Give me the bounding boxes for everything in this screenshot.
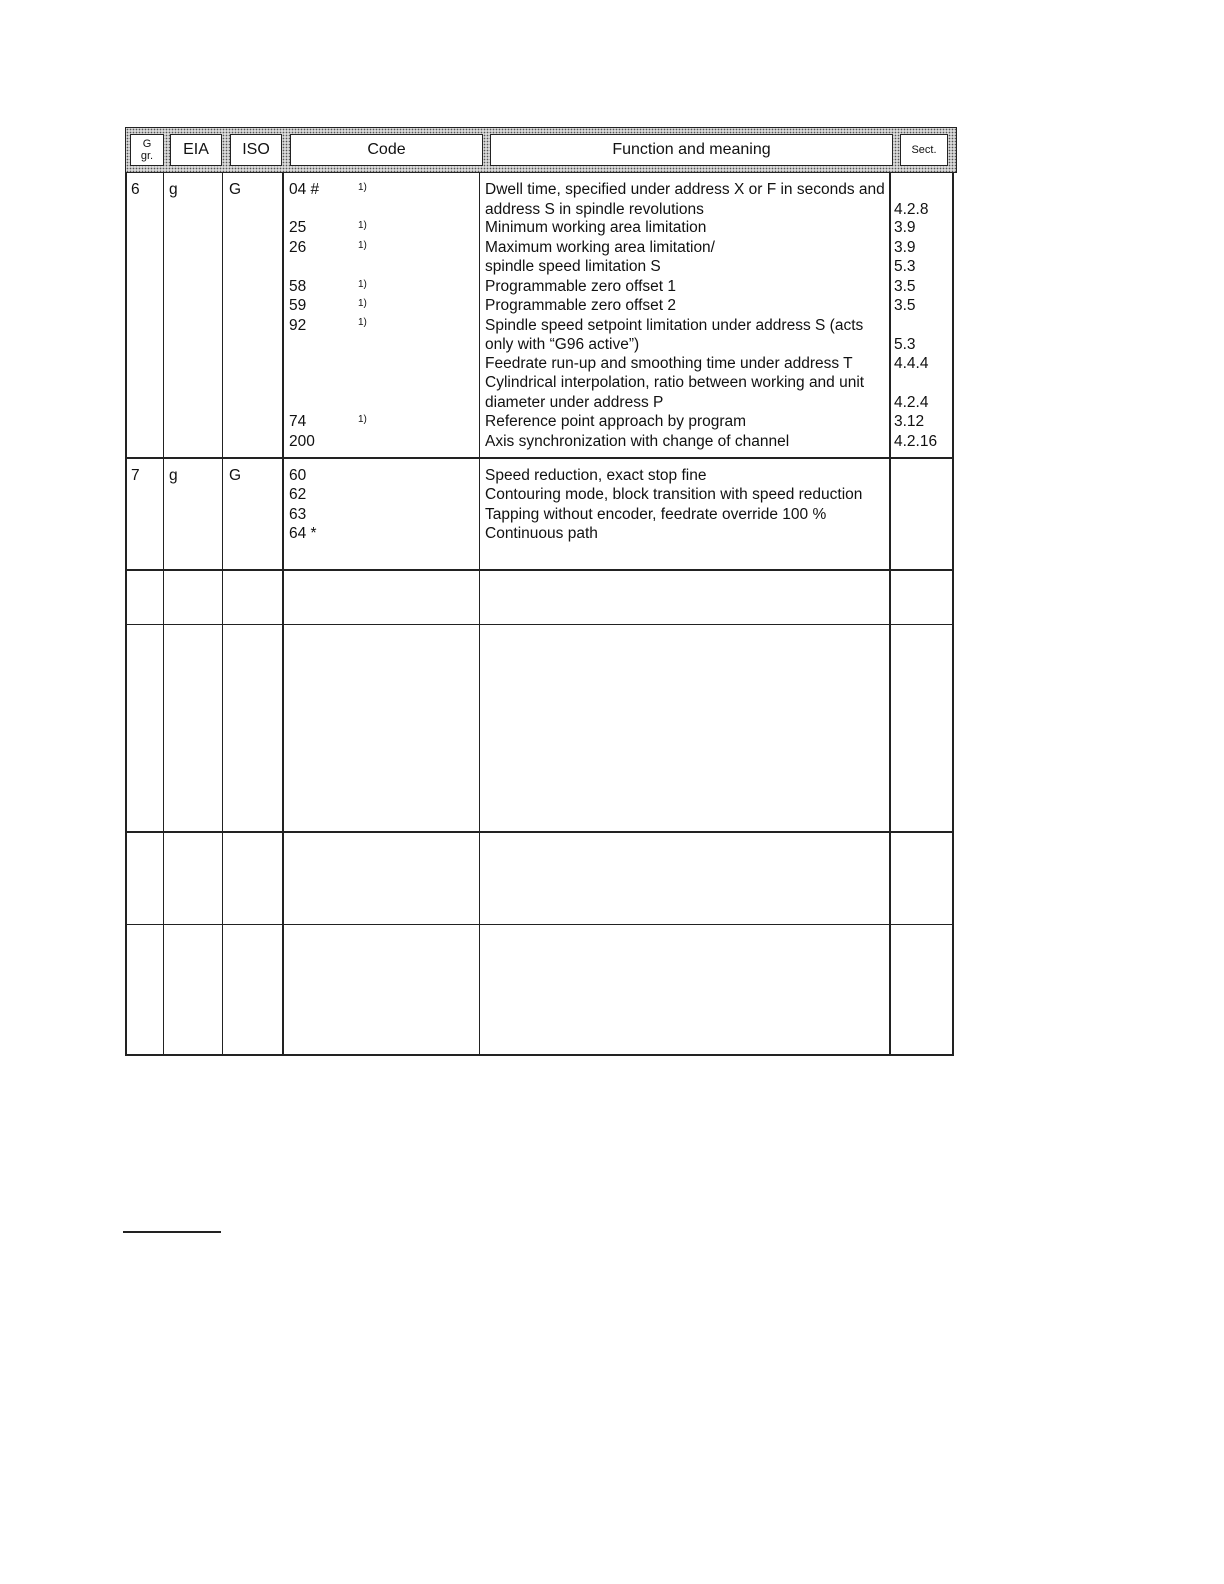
iso-value: G xyxy=(229,467,242,484)
section-ref: 5.3 xyxy=(894,258,916,275)
row-divider xyxy=(125,924,954,925)
section-ref: 4.2.4 xyxy=(894,394,929,411)
footnote-marker: 1) xyxy=(358,240,367,251)
function-text: Spindle speed setpoint limitation under address S (acts xyxy=(485,317,864,334)
header-iso-cell xyxy=(230,134,282,166)
code-value: 60 xyxy=(289,467,307,484)
function-text: Maximum working area limitation/ xyxy=(485,239,715,256)
function-text: Cylindrical interpolation, ratio between working and unit xyxy=(485,374,865,391)
code-value: 74 xyxy=(289,413,307,430)
header-iso-label: ISO xyxy=(242,141,270,158)
eia-value: g xyxy=(169,181,178,198)
header-eia-cell xyxy=(170,134,222,166)
group-number: 7 xyxy=(131,467,140,484)
footnote-rule xyxy=(123,1231,221,1233)
header-group-label-2: gr. xyxy=(140,150,154,162)
group-number: 6 xyxy=(131,181,140,198)
section-ref: 3.9 xyxy=(894,219,916,236)
function-text: spindle speed limitation S xyxy=(485,258,661,275)
code-value: 58 xyxy=(289,278,307,295)
function-text: Dwell time, specified under address X or F in seconds and xyxy=(485,181,885,198)
footnote-marker: 1) xyxy=(358,279,367,290)
section-ref: 3.5 xyxy=(894,297,916,314)
header-group-label-1: G xyxy=(142,138,152,150)
function-text: only with “G96 active”) xyxy=(485,336,640,353)
header-sect-label: Sect. xyxy=(911,144,937,156)
code-value: 04 # xyxy=(289,181,320,198)
header-eia-label: EIA xyxy=(183,141,209,158)
code-value: 64 * xyxy=(289,525,317,542)
section-ref: 3.5 xyxy=(894,278,916,295)
row-divider xyxy=(125,569,954,571)
header-code-label: Code xyxy=(367,141,406,158)
code-value: 26 xyxy=(289,239,307,256)
section-ref: 3.12 xyxy=(894,413,925,430)
function-text: Speed reduction, exact stop fine xyxy=(485,467,707,484)
eia-value: g xyxy=(169,467,178,484)
header-function-cell xyxy=(490,134,893,166)
header-sect-cell xyxy=(900,134,948,166)
function-text: Feedrate run-up and smoothing time under address T xyxy=(485,355,853,372)
header-group-cell xyxy=(130,134,164,166)
code-value: 92 xyxy=(289,317,307,334)
code-value: 59 xyxy=(289,297,307,314)
function-text: Continuous path xyxy=(485,525,598,542)
iso-value: G xyxy=(229,181,242,198)
row-divider xyxy=(125,831,954,833)
section-ref: 3.9 xyxy=(894,239,916,256)
function-text: address S in spindle revolutions xyxy=(485,201,704,218)
footnote-marker: 1) xyxy=(358,298,367,309)
row-divider xyxy=(125,457,954,459)
code-value: 63 xyxy=(289,506,307,523)
footnote-marker: 1) xyxy=(358,317,367,328)
function-text: Axis synchronization with change of channel xyxy=(485,433,790,450)
table-header xyxy=(125,127,957,173)
function-text: Programmable zero offset 2 xyxy=(485,297,676,314)
code-value: 200 xyxy=(289,433,315,450)
row-divider xyxy=(125,624,954,625)
function-text: Minimum working area limitation xyxy=(485,219,707,236)
footnote-marker: 1) xyxy=(358,182,367,193)
function-text: Reference point approach by program xyxy=(485,413,747,430)
footnote-marker: 1) xyxy=(358,220,367,231)
section-ref: 4.2.8 xyxy=(894,201,929,218)
section-ref: 4.4.4 xyxy=(894,355,929,372)
code-value: 25 xyxy=(289,219,307,236)
footnote-marker: 1) xyxy=(358,414,367,425)
function-text: Contouring mode, block transition with speed reduction xyxy=(485,486,863,503)
header-code-cell xyxy=(290,134,483,166)
section-ref: 5.3 xyxy=(894,336,916,353)
function-text: diameter under address P xyxy=(485,394,664,411)
function-text: Programmable zero offset 1 xyxy=(485,278,676,295)
section-ref: 4.2.16 xyxy=(894,433,938,450)
function-text: Tapping without encoder, feedrate override 100 % xyxy=(485,506,827,523)
code-value: 62 xyxy=(289,486,307,503)
header-function-label: Function and meaning xyxy=(612,141,771,158)
